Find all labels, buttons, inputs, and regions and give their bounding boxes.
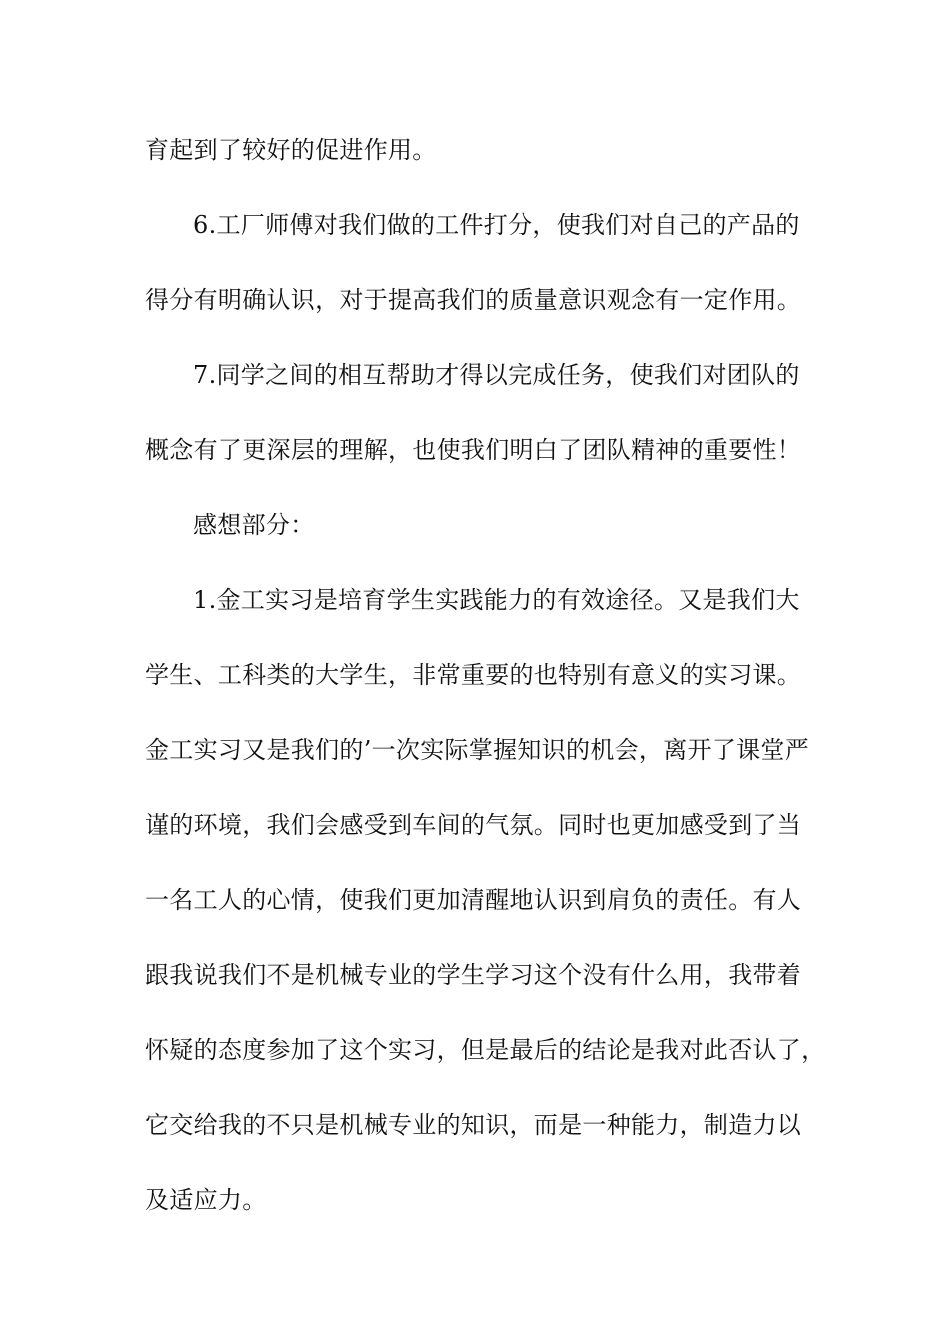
- text-line: 跟我说我们不是机械专业的学生学习这个没有什么用，我带着: [145, 961, 802, 989]
- text-line: 学生、工科类的大学生，非常重要的也特别有意义的实习课。: [145, 661, 802, 689]
- text-line: 6.工厂师傅对我们做的工件打分，使我们对自己的产品的: [193, 211, 800, 239]
- text-line: 概念有了更深层的理解，也使我们明白了团队精神的重要性！: [145, 436, 802, 464]
- text-line: 金工实习又是我们的’一次实际掌握知识的机会，离开了课堂严: [145, 736, 810, 764]
- text-line: 谨的环境，我们会感受到车间的气氛。同时也更加感受到了当: [145, 811, 802, 839]
- text-line: 一名工人的心情，使我们更加清醒地认识到肩负的责任。有人: [145, 886, 802, 914]
- text-line: 它交给我的不只是机械专业的知识，而是一种能力，制造力以: [145, 1111, 802, 1139]
- section-heading: 感想部分：: [193, 511, 315, 539]
- text-line: 育起到了较好的促进作用。: [145, 136, 437, 164]
- text-line: 7.同学之间的相互帮助才得以完成任务，使我们对团队的: [193, 361, 800, 389]
- text-line: 1.金工实习是培育学生实践能力的有效途径。又是我们大: [193, 586, 800, 614]
- text-line: 怀疑的态度参加了这个实习，但是最后的结论是我对此否认了，: [145, 1036, 826, 1064]
- text-line: 得分有明确认识，对于提高我们的质量意识观念有一定作用。: [145, 286, 802, 314]
- text-line: 及适应力。: [145, 1186, 267, 1214]
